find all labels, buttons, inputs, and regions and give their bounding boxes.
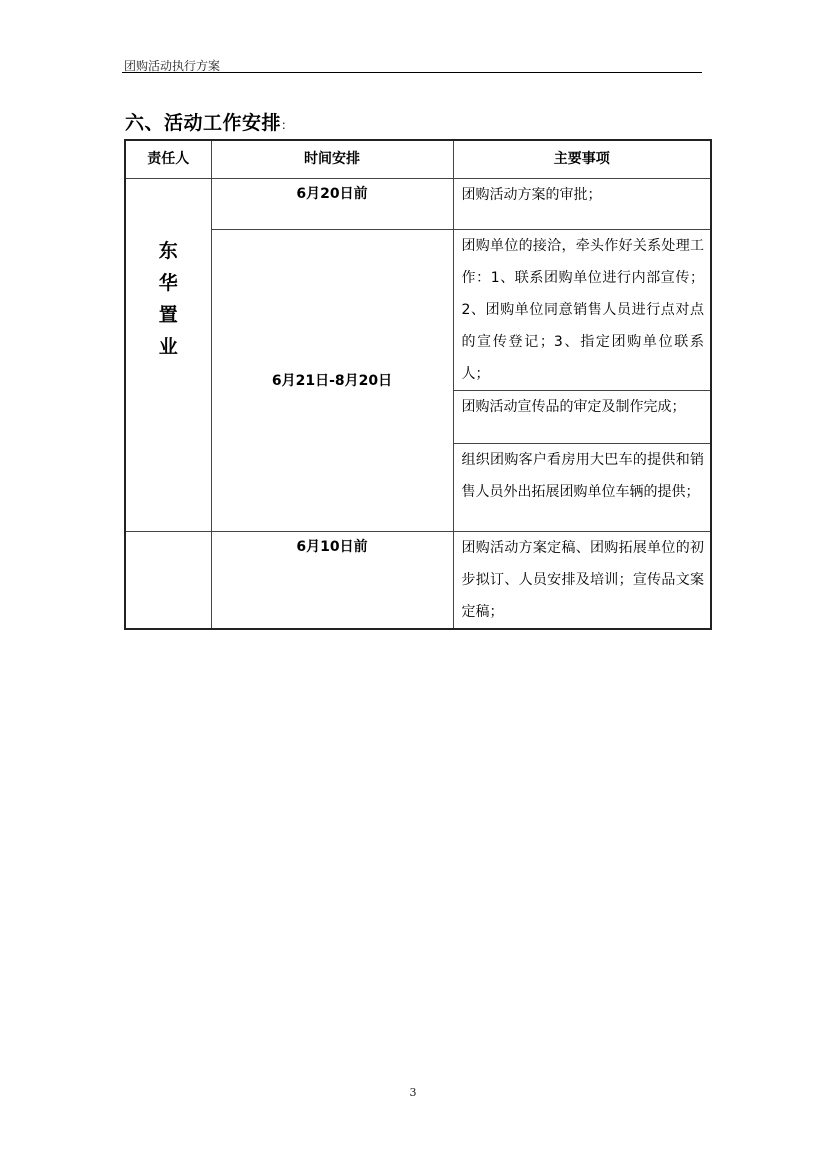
table-row xyxy=(125,178,711,229)
header-items: 主要事项 xyxy=(453,140,711,178)
table-row xyxy=(125,229,711,390)
work-schedule-table xyxy=(124,139,712,630)
section-title-text: 六、活动工作安排 xyxy=(125,112,282,134)
table-header-row xyxy=(125,140,711,178)
time-cell: 6月21日-8月20日 xyxy=(211,229,453,531)
item-cell: 组织团购客户看房用大巴车的提供和销售人员外出拓展团购单位车辆的提供； xyxy=(453,443,711,531)
item-cell: 团购活动方案定稿、团购拓展单位的初步拟订、人员安排及培训；宣传品文案定稿； xyxy=(453,531,711,629)
item-cell: 团购单位的接洽，牵头作好关系处理工作：1、联系团购单位进行内部宣传；2、团购单位同意销售人员进行点对点的宣传登记；3、指定团购单位联系人； xyxy=(453,229,711,390)
table-row xyxy=(125,531,711,629)
owner-cell xyxy=(125,178,211,531)
item-cell: 团购活动方案的审批； xyxy=(453,178,711,229)
item-cell: 团购活动宣传品的审定及制作完成； xyxy=(453,390,711,443)
running-header: 团购活动执行方案 xyxy=(124,59,221,73)
owner-cell-empty xyxy=(125,531,211,629)
header-time: 时间安排 xyxy=(211,140,453,178)
time-cell: 6月10日前 xyxy=(211,531,453,629)
section-title xyxy=(125,108,294,135)
section-title-mark: ： xyxy=(281,118,294,132)
page-number: 3 xyxy=(409,1086,417,1099)
time-cell: 6月20日前 xyxy=(211,178,453,229)
owner-name: 东华置业 xyxy=(158,239,178,358)
header-owner: 责任人 xyxy=(125,140,211,178)
header-rule xyxy=(122,72,702,73)
